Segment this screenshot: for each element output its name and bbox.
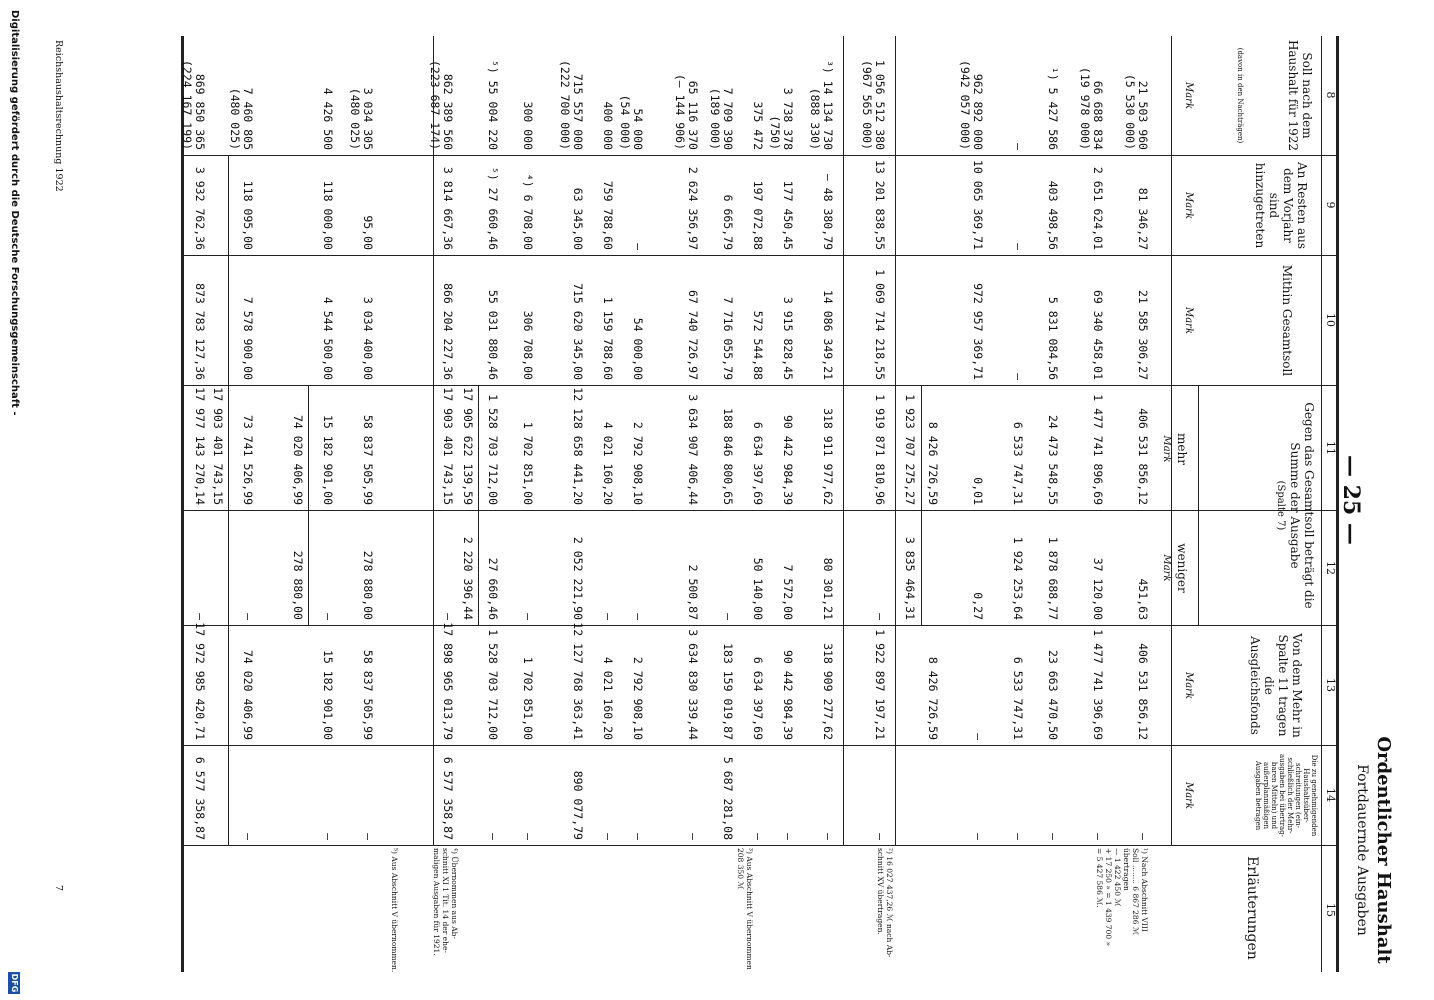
cell-c9: 403 498,56 bbox=[1046, 180, 1060, 250]
cell-c8: 65 116 370 (— 144 906) bbox=[673, 73, 700, 150]
colnum-12: 12 bbox=[1324, 561, 1337, 575]
page-number: — 25 — bbox=[1338, 455, 1364, 545]
cell-c8: 962 892 000 (942 057 000) bbox=[958, 59, 985, 150]
cell-c10: 7 716 055,79 bbox=[721, 296, 735, 380]
rule-bottom bbox=[181, 36, 184, 972]
cell-c12: — bbox=[321, 613, 335, 620]
col-rule-1 bbox=[184, 155, 1339, 156]
cell-c11: 17 977 143 270,14 bbox=[193, 387, 207, 505]
cell-c10: 3 034 400,00 bbox=[361, 296, 375, 380]
section-subtitle: Fortdauernde Ausgaben bbox=[1354, 764, 1370, 936]
cell-c11: 188 846 800,65 bbox=[721, 408, 735, 505]
cell-c11: 8 426 726,59 bbox=[926, 421, 940, 505]
cell-c10: 55 031 880,46 bbox=[486, 289, 500, 380]
unit-c10: Mark bbox=[1183, 306, 1194, 335]
cell-c13: 8 426 726,59 bbox=[926, 656, 940, 740]
cell-c11: 2 792 908,10 bbox=[631, 421, 645, 505]
rule-block2 bbox=[843, 36, 844, 845]
cell-c12: — bbox=[631, 613, 645, 620]
footnote-1: ¹) Nach Abschnitt VIII Soll ........ 6 867 286 ℳ übertragen — 1 422 450 ℳ + 17 250 » = 1 439 700 » = 5 427 586 ℳ. bbox=[1095, 848, 1149, 947]
cell-c10: 69 340 458,01 bbox=[1091, 289, 1105, 380]
cell-c11: 0,01 bbox=[971, 477, 985, 505]
cell-c9: 759 788,60 bbox=[601, 180, 615, 250]
cell-c14: — bbox=[241, 833, 255, 840]
footer-left: Reichshaushaltsrechnung 1922 bbox=[53, 40, 64, 192]
cell-c11: 17 905 622 139,59 bbox=[461, 387, 475, 505]
cell-c8: ³) 14 134 730 (888 330) bbox=[808, 59, 835, 150]
cell-c8: 1 056 512 380 (967 565 000) bbox=[860, 59, 887, 150]
cell-c8: 4 426 500 bbox=[321, 87, 335, 150]
cell-c9: — bbox=[1011, 243, 1025, 250]
col-rule-4 bbox=[184, 510, 1339, 511]
cell-c9: 197 072,88 bbox=[751, 180, 765, 250]
colnum-11: 11 bbox=[1324, 441, 1337, 455]
cell-c13: 17 898 965 013,79 bbox=[441, 622, 455, 740]
cell-c8: 869 850 365 (224 167 199) bbox=[180, 59, 207, 150]
cell-c14: — bbox=[781, 833, 795, 840]
cell-c8: 54 000 (54 000) bbox=[618, 94, 645, 150]
cell-c10: 4 544 500,00 bbox=[321, 296, 335, 380]
cell-c14: — bbox=[361, 833, 375, 840]
cell-c13: 6 533 747,31 bbox=[1011, 656, 1025, 740]
header-ueberschreitungen: Die zu genehmigenden Haushaltsüber- schreitungen (ein- schließlich der Mehr- ausgaben bei übertrag- baren Mitteln) und außerplanmäßigen Ausgaben betragen bbox=[1254, 753, 1318, 838]
cell-c10: 3 915 828,45 bbox=[781, 296, 795, 380]
cell-c9: 118 095,00 bbox=[241, 180, 255, 250]
dfg-logo: DFG bbox=[10, 973, 19, 993]
cell-c12: 278 880,00 bbox=[291, 550, 305, 620]
rule-colnums bbox=[1321, 36, 1322, 972]
cell-c11: 318 911 977,62 bbox=[821, 408, 835, 505]
cell-c14: — bbox=[751, 833, 765, 840]
unit-c9: Mark bbox=[1183, 191, 1194, 220]
cell-c13: — bbox=[971, 733, 985, 740]
cell-c12: — bbox=[193, 613, 207, 620]
col-rule-6 bbox=[184, 745, 1339, 746]
cell-c14: — bbox=[1136, 833, 1150, 840]
cell-c14: — bbox=[686, 833, 700, 840]
cell-c9: 3 814 667,36 bbox=[441, 166, 455, 250]
cell-c12: 278 880,00 bbox=[361, 550, 375, 620]
rule-sum4 bbox=[308, 385, 309, 625]
cell-c12: 2 052 221,90 bbox=[571, 536, 585, 620]
cell-c13: 17 972 985 420,71 bbox=[193, 622, 207, 740]
cell-c12: — bbox=[601, 613, 615, 620]
cell-c8: 7 460 805 (480 025) bbox=[228, 87, 255, 150]
cell-c11: 15 182 901,00 bbox=[321, 414, 335, 505]
cell-c13: 3 634 830 339,44 bbox=[686, 629, 700, 740]
rule-sum3 bbox=[478, 385, 479, 625]
unit-c14: Mark bbox=[1183, 781, 1194, 810]
cell-c12: 27 660,46 bbox=[486, 557, 500, 620]
cell-c8: ¹) 5 427 586 bbox=[1046, 66, 1060, 150]
cell-c13: 318 909 277,62 bbox=[821, 643, 835, 740]
cell-c9: 3 932 762,36 bbox=[193, 166, 207, 250]
cell-c14: 890 077,79 bbox=[571, 770, 585, 840]
cell-c8: 300 000 bbox=[521, 101, 535, 150]
digitization-note: Digitalisierung gefördert durch die Deutsche Forschungsgemeinschaft - bbox=[9, 10, 20, 416]
cell-c9: 2 651 624,01 bbox=[1091, 166, 1105, 250]
cell-c12: 0,27 bbox=[971, 592, 985, 620]
cell-c9: 177 450,45 bbox=[781, 180, 795, 250]
rule-block4 bbox=[228, 155, 229, 845]
cell-c12: 2 220 396,44 bbox=[461, 536, 475, 620]
cell-c14: 5 687 281,08 bbox=[721, 756, 735, 840]
cell-c9: 10 065 369,71 bbox=[971, 159, 985, 250]
cell-c10: 54 000,00 bbox=[631, 317, 645, 380]
cell-c8: 3 034 305 (480 025) bbox=[348, 87, 375, 150]
cell-c8: 375 472 bbox=[751, 101, 765, 150]
cell-c11: 17 903 401 743,15 bbox=[441, 387, 455, 505]
cell-c13: 12 127 768 363,41 bbox=[571, 622, 585, 740]
rule-block1 bbox=[895, 36, 896, 845]
footnote-3: ³) Aus Abschnitt V übernommen 208 350 ℳ bbox=[736, 848, 754, 970]
cell-c10: 5 831 084,56 bbox=[1046, 296, 1060, 380]
header-ausgleichsfonds: Von dem Mehr in Spalte 11 tragen die Ausgleichsfonds bbox=[1248, 633, 1304, 738]
header-gegen-sub: (Spalte 7) bbox=[1275, 480, 1286, 531]
cell-c11: 73 741 526,99 bbox=[241, 414, 255, 505]
cell-c13: 2 792 908,10 bbox=[631, 656, 645, 740]
col-rule-2 bbox=[184, 255, 1339, 256]
cell-c12: 80 301,21 bbox=[821, 557, 835, 620]
cell-c11: 1 702 851,00 bbox=[521, 421, 535, 505]
header-mehr: mehr bbox=[1175, 433, 1189, 465]
rule-header-bottom bbox=[1171, 36, 1172, 845]
cell-c14: — bbox=[1091, 833, 1105, 840]
cell-c11: 1 477 741 896,69 bbox=[1091, 394, 1105, 505]
header-soll-sub: (davon in den Nachträgen) bbox=[1236, 47, 1244, 144]
cell-c14: — bbox=[321, 833, 335, 840]
cell-c11: 58 837 505,99 bbox=[361, 414, 375, 505]
cell-c12: — bbox=[721, 613, 735, 620]
cell-c10: 1 069 714 218,55 bbox=[873, 269, 887, 380]
unit-c8: Mark bbox=[1183, 81, 1194, 110]
cell-c8: 7 709 390 (189 000) bbox=[708, 87, 735, 150]
cell-c12: — bbox=[441, 613, 455, 620]
footer-right: 7 bbox=[53, 885, 64, 892]
cell-c10: 873 783 127,36 bbox=[193, 283, 207, 380]
cell-c9: 2 624 356,97 bbox=[686, 166, 700, 250]
cell-c12: 1 878 688,77 bbox=[1046, 536, 1060, 620]
cell-c9: ⁵) 27 660,46 bbox=[486, 166, 500, 250]
cell-c13: 90 442 984,39 bbox=[781, 649, 795, 740]
cell-c14: — bbox=[486, 833, 500, 840]
colnum-14: 14 bbox=[1324, 788, 1337, 802]
cell-c9: ⁴) 6 708,00 bbox=[521, 173, 535, 250]
cell-c9: 63 345,00 bbox=[571, 187, 585, 250]
cell-c12: 1 924 253,64 bbox=[1011, 536, 1025, 620]
footnote-4: ⁴) Übernommen aus Ab- schnitt XI 1 Tit. 14 der ehe- maligen Ausgaben für 1921. bbox=[432, 848, 459, 956]
col-rule-5 bbox=[184, 625, 1339, 626]
cell-c14: — bbox=[821, 833, 835, 840]
unit-c11: Mark bbox=[1161, 435, 1172, 463]
cell-c10: 572 544,88 bbox=[751, 310, 765, 380]
cell-c13: 6 634 397,69 bbox=[751, 656, 765, 740]
cell-c10: 21 585 306,27 bbox=[1136, 289, 1150, 380]
cell-c11: 74 020 406,99 bbox=[291, 414, 305, 505]
cell-c11: 90 442 984,39 bbox=[781, 414, 795, 505]
rule-top bbox=[1336, 36, 1339, 972]
cell-c9: 13 201 838,55 bbox=[873, 159, 887, 250]
cell-c12: — bbox=[521, 613, 535, 620]
cell-c14: — bbox=[873, 833, 887, 840]
cell-c14: — bbox=[1046, 833, 1060, 840]
cell-c10: 972 957 369,71 bbox=[971, 283, 985, 380]
cell-c12: 7 572,00 bbox=[781, 564, 795, 620]
cell-c14: — bbox=[521, 833, 535, 840]
cell-c11: 1 528 703 712,00 bbox=[486, 394, 500, 505]
cell-c9: — 48 380,79 bbox=[821, 173, 835, 250]
cell-c12: 50 140,00 bbox=[751, 557, 765, 620]
rule-sum1 bbox=[921, 385, 922, 625]
cell-c13: 183 159 019,87 bbox=[721, 643, 735, 740]
cell-c14: 6 577 358,87 bbox=[193, 756, 207, 840]
cell-c12: — bbox=[873, 613, 887, 620]
cell-c11: 406 531 856,12 bbox=[1136, 408, 1150, 505]
col-rule-3 bbox=[184, 385, 1339, 386]
footnote-2: ²) 16 027 437,26 ℳ nach Ab- schnitt XV übertragen. bbox=[876, 848, 894, 958]
cell-c8: 715 557 000 (222 700 000) bbox=[558, 59, 585, 150]
cell-c11: 3 634 907 406,44 bbox=[686, 394, 700, 505]
cell-c8: ⁵) 55 004 220 bbox=[486, 59, 500, 150]
cell-c9: 95,00 bbox=[361, 215, 375, 250]
cell-c8: 862 389 560 (223 687 174) bbox=[428, 59, 455, 150]
cell-c11: 1 919 871 810,96 bbox=[873, 394, 887, 505]
cell-c8: 21 503 960 (5 530 000) bbox=[1123, 73, 1150, 150]
header-weniger: weniger bbox=[1175, 543, 1189, 593]
unit-c13: Mark bbox=[1183, 671, 1194, 700]
cell-c10: 1 159 788,60 bbox=[601, 296, 615, 380]
cell-c12: 451,63 bbox=[1136, 578, 1150, 620]
cell-c13: 23 663 470,50 bbox=[1046, 649, 1060, 740]
header-reste: An Resten aus dem Vorjahr sind hinzugetreten bbox=[1253, 161, 1309, 249]
cell-c9: 81 346,27 bbox=[1136, 187, 1150, 250]
rule-mehr-weniger bbox=[1198, 385, 1199, 625]
cell-c10: 67 740 726,97 bbox=[686, 289, 700, 380]
cell-c10: 14 086 349,21 bbox=[821, 289, 835, 380]
cell-c12: 2 500,87 bbox=[686, 564, 700, 620]
colnum-9: 9 bbox=[1324, 201, 1337, 209]
footnote-5: ⁵) Aus Abschnitt V übernommen. bbox=[390, 848, 399, 973]
header-gegen: Gegen das Gesamtsoll beträgt die Summe der Ausgabe bbox=[1288, 402, 1316, 609]
cell-c13: 58 837 505,99 bbox=[361, 649, 375, 740]
cell-c8: 400 000 bbox=[601, 101, 615, 150]
colnum-8: 8 bbox=[1324, 91, 1337, 99]
cell-c14: 6 577 358,87 bbox=[441, 756, 455, 840]
cell-c10: — bbox=[1011, 373, 1025, 380]
section-title: Ordentlicher Haushalt bbox=[1373, 736, 1394, 964]
cell-c11: 1 923 707 275,27 bbox=[903, 394, 917, 505]
cell-c11: 17 903 401 743,15 bbox=[211, 387, 225, 505]
colnum-13: 13 bbox=[1324, 678, 1337, 692]
cell-c13: 74 020 406,99 bbox=[241, 649, 255, 740]
cell-c9: 118 000,00 bbox=[321, 180, 335, 250]
cell-c10: 306 708,00 bbox=[521, 310, 535, 380]
col-rule-7 bbox=[184, 845, 1339, 846]
cell-c9: — bbox=[631, 243, 645, 250]
cell-c13: 406 531 856,12 bbox=[1136, 643, 1150, 740]
cell-c14: — bbox=[971, 833, 985, 840]
header-erlaeuterungen: Erläuterungen bbox=[1244, 856, 1260, 960]
header-soll: Soll nach dem Haushalt für 1922 bbox=[1286, 39, 1314, 152]
cell-c11: 12 128 658 441,20 bbox=[571, 387, 585, 505]
cell-c9: 6 665,79 bbox=[721, 194, 735, 250]
cell-c10: 866 204 227,36 bbox=[441, 283, 455, 380]
cell-c12: 37 120,00 bbox=[1091, 557, 1105, 620]
cell-c14: — bbox=[1011, 833, 1025, 840]
cell-c14: — bbox=[601, 833, 615, 840]
cell-c8: — bbox=[1011, 143, 1025, 150]
cell-c13: 1 702 851,00 bbox=[521, 656, 535, 740]
unit-c12: Mark bbox=[1161, 554, 1172, 582]
cell-c14: — bbox=[631, 833, 645, 840]
cell-c12: 3 835 464,31 bbox=[903, 536, 917, 620]
cell-c13: 15 182 901,00 bbox=[321, 649, 335, 740]
cell-c13: 4 021 160,20 bbox=[601, 656, 615, 740]
cell-c12: — bbox=[241, 613, 255, 620]
colnum-10: 10 bbox=[1324, 313, 1337, 327]
cell-c13: 1 528 703 712,00 bbox=[486, 629, 500, 740]
cell-c10: 7 578 900,00 bbox=[241, 296, 255, 380]
cell-c13: 1 477 741 396,69 bbox=[1091, 629, 1105, 740]
cell-c11: 24 473 548,55 bbox=[1046, 414, 1060, 505]
cell-c11: 4 021 160,20 bbox=[601, 421, 615, 505]
cell-c8: 3 738 378 (750) bbox=[768, 87, 795, 150]
cell-c10: 715 620 345,00 bbox=[571, 283, 585, 380]
cell-c13: 1 922 897 197,21 bbox=[873, 629, 887, 740]
cell-c11: 6 533 747,31 bbox=[1011, 421, 1025, 505]
rule-block3 bbox=[433, 36, 434, 845]
cell-c8: 66 688 834 (19 978 000) bbox=[1078, 66, 1105, 150]
header-gesamtsoll: Mithin Gesamtsoll bbox=[1280, 264, 1294, 377]
cell-c11: 6 634 397,69 bbox=[751, 421, 765, 505]
colnum-15: 15 bbox=[1324, 903, 1337, 917]
